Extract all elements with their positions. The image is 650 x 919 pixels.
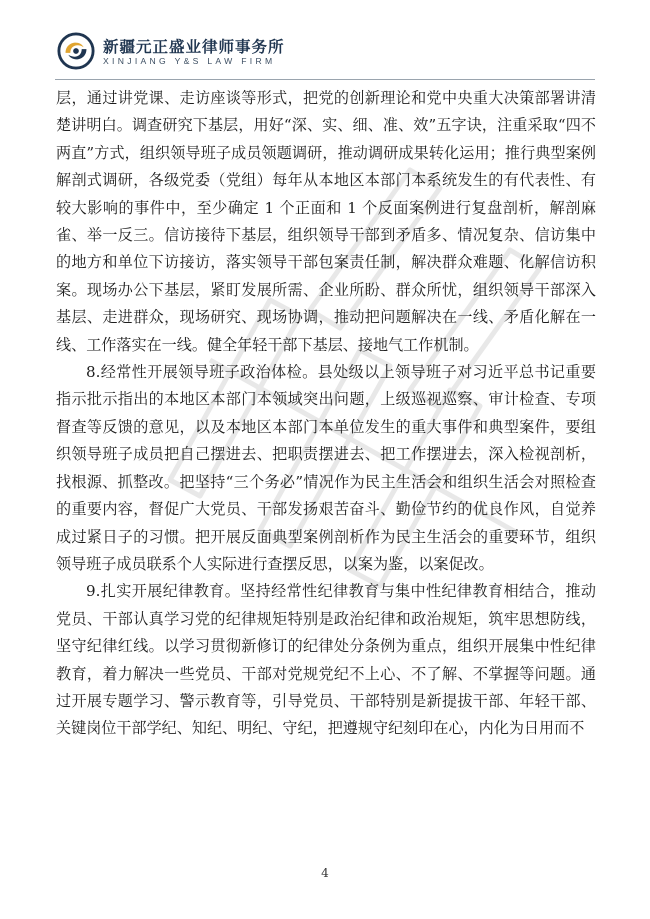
paragraph-continued: 层，通过讲党课、走访座谈等形式，把党的创新理论和党中央重大决策部署讲清楚讲明白。调查研究下基层，用好“深、实、细、准、效”五字诀，注重采取“四不两直”方式，组织领导班子成员领题调研，推动调研成果转化运用；推行典型案例解剖式调研，各级党委（党组）每年从本地区本部门本系统发生的有代表性、有较大影响的事件中，至少确定 1 个正面和 1 个反面案例进行复盘剖析，解剖麻雀、举一反三。信访接待下基层，组织领导干部到矛盾多、情况复杂、信访集中的地方和单位下访接访，落实领导干部包案责任制，解决群众难题、化解信访积案。现场办公下基层，紧盯发展所需、企业所盼、群众所忧，组织领导干部深入基层、走进群众，现场研究、现场协调，推动把问题解决在一线、矛盾化解在一线、工作落实在一线。健全年轻干部下基层、接地气工作机制。 — [56, 89, 596, 354]
paragraph-item-8: 8.经常性开展领导班子政治体检。县处级以上领导班子对习近平总书记重要指示批示指出的本地区本部门本领域突出问题，上级巡视巡察、审计检查、专项督查等反馈的意见，以及本地区本部门本单位发生的重大事件和典型案件，要组织领导班子成员把自己摆进去、把职责摆进去、把工作摆进去，深入检视剖析，找根源、抓整改。把坚持“三个务必”情况作为民主生活会和组织生活会对照检查的重要内容，督促广大党员、干部发扬艰苦奋斗、勤俭节约的优良作风，自觉养成过紧日子的习惯。把开展反面典型案例剖析作为民主生活会的重要环节，组织领导班子成员联系个人实际进行查摆反思，以案为鉴，以案促改。 — [56, 363, 596, 573]
header-divider — [55, 79, 595, 80]
document-body — [56, 85, 596, 743]
firm-name-cn: 新疆元正盛业律师事务所 — [103, 38, 285, 56]
swirl-logo-icon — [57, 32, 95, 70]
page-number: 4 — [321, 866, 329, 880]
paragraph-item-9: 9.扎实开展纪律教育。坚持经常性纪律教育与集中性纪律教育相结合，推动党员、干部认真学习党的纪律规矩特别是政治纪律和政治规矩，筑牢思想防线，坚守纪律红线。以学习贯彻新修订的纪律处分条例为重点，组织开展集中性纪律教育，着力解决一些党员、干部对党规党纪不上心、不了解、不掌握等问题。通过开展专题学习、警示教育等，引导党员、干部特别是新提拔干部、年轻干部、关键岗位干部学纪、知纪、明纪、守纪，把遵规守纪刻印在心，内化为日用而不 — [56, 582, 596, 738]
page-header — [55, 30, 615, 78]
firm-name-en: XINJIANG Y&S LAW FIRM — [103, 56, 276, 66]
